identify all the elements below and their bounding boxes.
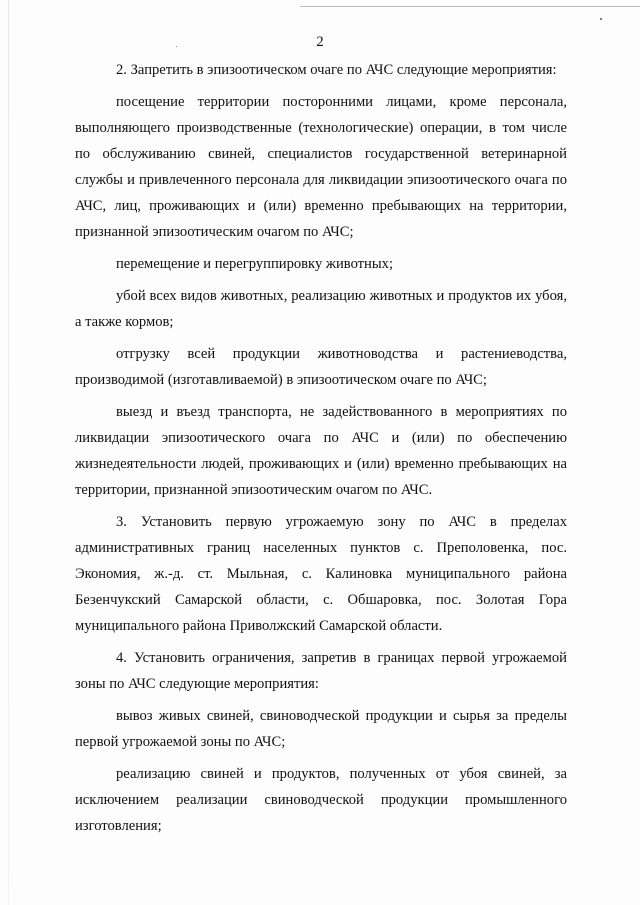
paragraph-export: вывоз живых свиней, свиноводческой продукции и сырья за пределы первой угрожаемой зоны по АЧС; [75,708,567,750]
paragraph-item-2-prohibit: 2. Запретить в эпизоотическом очаге по АЧС следующие мероприятия: [116,62,557,78]
paragraph-sale: реализацию свиней и продуктов, полученных от убоя свиней, за исключением реализации свиноводческой продукции промышленного изготовления; [75,766,567,834]
page-number: 2 [316,34,324,50]
document-body [75,57,567,839]
scan-speck [600,18,602,20]
paragraph-slaughter: убой всех видов животных, реализацию животных и продуктов их убоя, а также кормов; [75,288,567,330]
scan-edge-shadow [8,0,9,905]
paragraph-item-4-restrictions: 4. Установить ограничения, запретив в границах первой угрожаемой зоны по АЧС следующие мероприятия: [75,650,567,692]
paragraph-visits: посещение территории посторонними лицами, кроме персонала, выполняющего производственные (технологические) операции, в том числе по обслуживанию свиней, специалистов государственной ветеринарной службы и привлеченного персонала для ликвидации эпизоотического очага по АЧС, лиц, проживающих и (или) временно пребывающих на территории, признанной эпизоотическим очагом по АЧС; [75,94,567,240]
paragraph-shipment: отгрузку всей продукции животноводства и растениеводства, производимой (изготавливаемой) в эпизоотическом очаге по АЧС; [75,346,567,388]
paragraph-transport: выезд и въезд транспорта, не задействованного в мероприятиях по ликвидации эпизоотического очага по АЧС и (или) по обеспечению жизнедеятельности людей, проживающих и (или) временно пребывающих на территории, признанной эпизоотическим очагом по АЧС. [75,404,567,498]
scan-edge-line [300,6,640,7]
paragraph-movement: перемещение и перегруппировку животных; [116,256,394,272]
paragraph-item-3-zone: 3. Установить первую угрожаемую зону по АЧС в пределах административных границ населенных пунктов с. Преполовенка, пос. Экономия, ж.-д. ст. Мыльная, с. Калиновка муниципального района Безенчукский Самарской области, с. Обшаровка, пос. Золотая Гора муниципального района Приволжский Самарской области. [75,514,567,634]
